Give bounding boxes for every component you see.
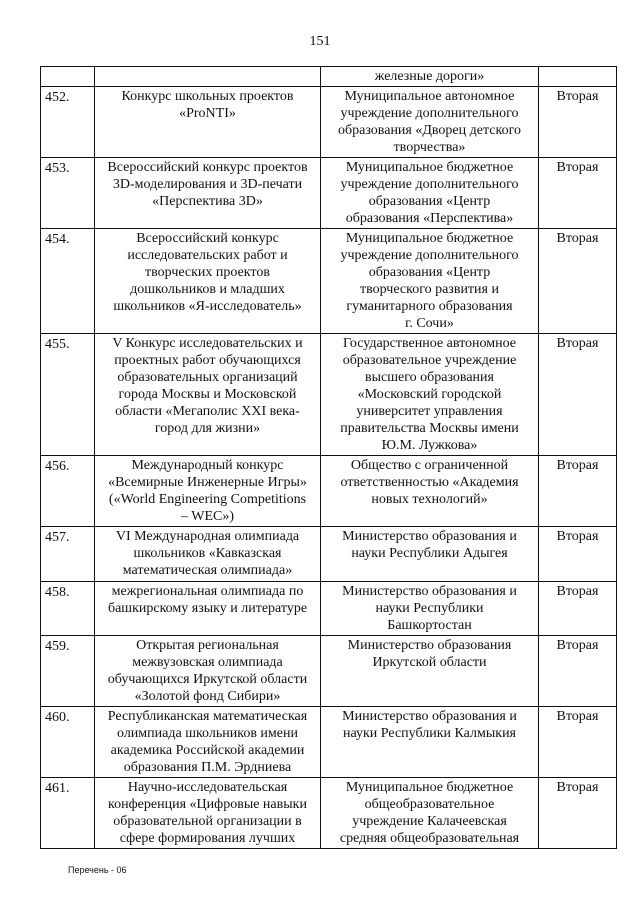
level-label: Вторая	[539, 778, 617, 849]
competition-name-line: конференция «Цифровые навыки	[108, 797, 307, 812]
organizer-line: правительства Москвы имени	[340, 421, 519, 436]
table-row	[41, 582, 617, 636]
organizer-line: Общество с ограниченной	[350, 458, 509, 473]
organizer-line: высшего образования	[365, 370, 494, 385]
competition-name-line: башкирскому языку и литературе	[107, 601, 308, 616]
level-label: Вторая	[539, 334, 617, 456]
organizer-line: образования «Перспектива»	[345, 211, 514, 226]
organizer-line: науки Республики Адыгея	[351, 546, 508, 561]
row-number: 458.	[41, 582, 95, 636]
organizer-line: Государственное автономное	[342, 336, 516, 351]
page-number: 151	[309, 34, 331, 49]
organizer-line: учреждение Калачеевская	[352, 814, 507, 829]
competition-name-line: академика Российской академии	[110, 743, 305, 758]
organizer-line: Министерство образования и	[342, 709, 517, 724]
olympiad-list-table	[40, 66, 617, 849]
competition-name	[95, 778, 321, 849]
footer-label: Перечень - 06	[68, 865, 127, 875]
organizer-line: Ю.М. Лужкова»	[381, 438, 478, 453]
competition-name-line: дошкольников и младших	[130, 282, 285, 297]
organizer-line: учреждение дополнительного	[340, 106, 519, 121]
organizer-line: ответственностью «Академия	[340, 475, 519, 490]
competition-name-line: проектных работ обучающихся	[114, 353, 301, 368]
competition-name	[95, 87, 321, 158]
organizer-line: образования «Центр	[368, 194, 491, 209]
level-label: Вторая	[539, 229, 617, 334]
organizer-line: Министерство образования и	[342, 584, 517, 599]
competition-name-line: «Золотой фонд Сибири»	[134, 689, 281, 704]
organizer	[321, 707, 539, 778]
competition-name-line: «ProNTI»	[179, 106, 236, 121]
organizer-line: творческого развития и	[360, 282, 499, 297]
organizer	[321, 334, 539, 456]
continuation-row	[41, 67, 617, 87]
organizer	[321, 158, 539, 229]
row-number: 452.	[41, 87, 95, 158]
competition-name-line: творческих проектов	[145, 265, 270, 280]
organizer-line: учреждение дополнительного	[340, 177, 519, 192]
table-row	[41, 778, 617, 849]
competition-name-line: математическая олимпиада»	[122, 563, 293, 578]
competition-name-line: Открытая региональная	[136, 638, 279, 653]
row-number: 460.	[41, 707, 95, 778]
organizer-line: Муниципальное бюджетное	[345, 780, 514, 795]
organizer-line: средняя общеобразовательная	[339, 831, 520, 846]
level-label: Вторая	[539, 636, 617, 707]
organizer	[321, 229, 539, 334]
competition-name-line: «Перспектива 3D»	[152, 194, 263, 209]
competition-name-line: V Конкурс исследовательских и	[112, 336, 303, 351]
table-row	[41, 636, 617, 707]
competition-name-line: исследовательских работ и	[127, 248, 288, 263]
competition-name-line: Всероссийский конкурс	[136, 231, 279, 246]
competition-name-line: 3D-моделирования и 3D-печати	[112, 177, 303, 192]
organizer-line: Иркутской области	[372, 655, 487, 670]
competition-name-line: VI Международная олимпиада	[115, 529, 300, 544]
competition-name-line: Республиканская математическая	[107, 709, 308, 724]
competition-name-line: Конкурс школьных проектов	[121, 89, 294, 104]
competition-name-line: школьников «Кавказская	[133, 546, 282, 561]
level-label: Вторая	[539, 87, 617, 158]
competition-name-line: «Всемирные Инженерные Игры»	[108, 475, 307, 490]
level-cell	[539, 67, 617, 87]
level-label: Вторая	[539, 527, 617, 582]
organizer-line: образования «Центр	[368, 265, 491, 280]
competition-name	[95, 334, 321, 456]
level-label: Вторая	[539, 456, 617, 527]
table-row	[41, 158, 617, 229]
competition-name-line: олимпиада школьников имени	[117, 726, 298, 741]
organization-line: железные дороги»	[374, 69, 485, 84]
level-label: Вторая	[539, 582, 617, 636]
organizer-line: образования «Дворец детского	[338, 123, 521, 138]
organizer-line: гуманитарного образования	[346, 299, 513, 314]
table-row	[41, 334, 617, 456]
organizer-line: творчества»	[393, 140, 466, 155]
competition-name-line: («World Engineering Competitions	[108, 492, 307, 507]
row-number: 459.	[41, 636, 95, 707]
organizer-line: новых технологий»	[371, 492, 488, 507]
competition-name	[95, 527, 321, 582]
organizer-line: Муниципальное бюджетное	[345, 231, 514, 246]
organizer-line: учреждение дополнительного	[340, 248, 519, 263]
organizer-line: общеобразовательное	[364, 797, 495, 812]
table-row	[41, 456, 617, 527]
row-number: 456.	[41, 456, 95, 527]
competition-name	[95, 229, 321, 334]
organizer	[321, 778, 539, 849]
competition-name	[95, 707, 321, 778]
level-label: Вторая	[539, 158, 617, 229]
competition-name-line: города Москвы и Московской	[118, 387, 297, 402]
row-number: 454.	[41, 229, 95, 334]
rows-body	[41, 87, 617, 849]
competition-name-line: Научно-исследовательская	[127, 780, 288, 795]
competition-name-line: Международный конкурс	[131, 458, 284, 473]
row-number: 453.	[41, 158, 95, 229]
row-number: 455.	[41, 334, 95, 456]
competition-name-line: школьников «Я-исследователь»	[113, 299, 302, 314]
organizer	[321, 636, 539, 707]
row-number: 457.	[41, 527, 95, 582]
competition-name-line: образования П.М. Эрдниева	[123, 760, 292, 775]
competition-name-line: области «Мегаполис XXI века-	[115, 404, 300, 419]
organizer-line: «Московский городской	[357, 387, 502, 402]
organizer	[321, 456, 539, 527]
competition-name-line: образовательных организаций	[117, 370, 298, 385]
competition-name-line: город для жизни»	[154, 421, 261, 436]
organizer-line: Министерство образования	[347, 638, 512, 653]
organizer-line: Муниципальное автономное	[344, 89, 515, 104]
competition-name-line: образовательной организации в	[113, 814, 302, 829]
competition-name-line: – WEC»)	[180, 509, 234, 524]
competition-name	[95, 582, 321, 636]
competition-name	[95, 158, 321, 229]
organizer-line: науки Республики Калмыкия	[343, 726, 516, 741]
competition-name-line: межрегиональная олимпиада по	[111, 584, 304, 599]
organization-cell	[321, 67, 539, 87]
organizer	[321, 527, 539, 582]
competition-name-line: сфере формирования лучших	[119, 831, 296, 846]
organizer-line: университет управления	[356, 404, 503, 419]
table-row	[41, 527, 617, 582]
organizer-line: образовательное учреждение	[342, 353, 517, 368]
row-number-cell	[41, 67, 95, 87]
table-row	[41, 229, 617, 334]
organizer-line: Министерство образования и	[342, 529, 517, 544]
table-row	[41, 87, 617, 158]
competition-name	[95, 456, 321, 527]
name-cell	[95, 67, 321, 87]
competition-name-line: межвузовская олимпиада	[132, 655, 283, 670]
table-row	[41, 707, 617, 778]
competition-name-line: обучающихся Иркутской области	[107, 672, 308, 687]
competition-name-line: Всероссийский конкурс проектов	[107, 160, 308, 175]
level-label: Вторая	[539, 707, 617, 778]
row-number: 461.	[41, 778, 95, 849]
organizer	[321, 87, 539, 158]
organizer-line: науки Республики	[375, 601, 484, 616]
organizer	[321, 582, 539, 636]
organizer-line: Муниципальное бюджетное	[345, 160, 514, 175]
competition-name	[95, 636, 321, 707]
organizer-line: г. Сочи»	[405, 316, 454, 331]
organizer-line: Башкортостан	[387, 618, 472, 633]
